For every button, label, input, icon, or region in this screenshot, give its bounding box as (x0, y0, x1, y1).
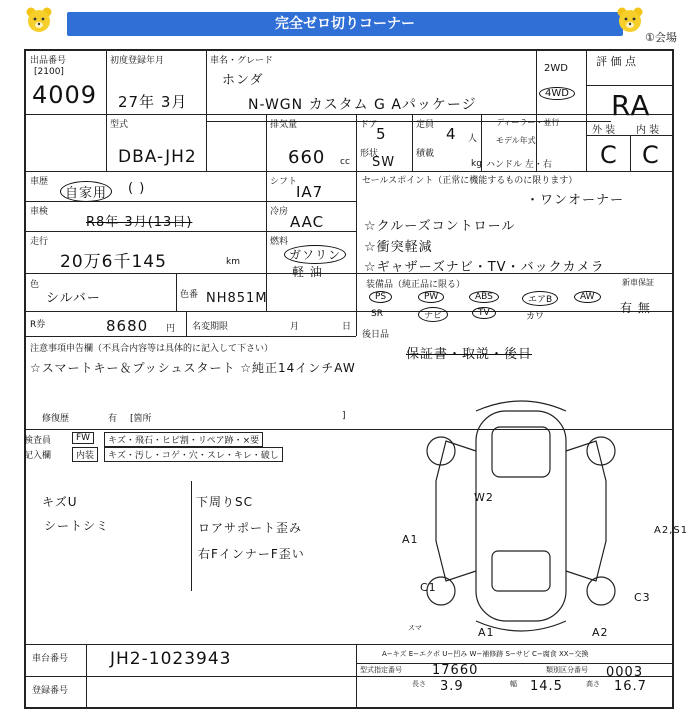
km-unit: km (226, 257, 240, 267)
selling-point-2: ☆衝突軽減 (364, 240, 433, 255)
ac-label: 冷房 (270, 207, 289, 217)
type-number-label: 型式指定番号 (360, 666, 402, 674)
fuel-alt: 軽 油 (292, 265, 323, 279)
drive-2wd: 2WD (544, 63, 568, 74)
model-value: DBA-JH2 (118, 147, 197, 167)
car-damage-diagram (406, 391, 636, 651)
repair-place: [箇所 (130, 414, 152, 424)
exterior-grade: C (600, 141, 618, 169)
displacement-value: 660 (288, 147, 326, 168)
first-registration-value: 27年 3月 (118, 93, 188, 111)
chassis-value: JH2-1023943 (110, 649, 232, 669)
width-value: 14.5 (530, 679, 563, 694)
bear-mascot-icon (616, 6, 642, 32)
recycle-value: 8680 (106, 317, 149, 335)
class-number-value: 0003 (606, 665, 644, 680)
length-label: 長さ (412, 680, 426, 688)
type-number-value: 17660 (432, 663, 479, 678)
equip-ps: PS (369, 291, 392, 303)
diagram-a2s1: A2,S1 (654, 525, 689, 536)
header (5, 3, 695, 44)
repair-label: 修復歴 (42, 414, 70, 424)
interior-label: 内 装 (636, 125, 660, 136)
length-value: 3.9 (440, 679, 464, 694)
diagram-c1: C1 (420, 581, 437, 594)
legend-fw: FW (72, 432, 94, 444)
legend-in: 内装 (72, 447, 98, 462)
name-change-label: 名変期限 (192, 322, 229, 332)
diagram-sima: スマ (408, 624, 422, 632)
color-label: 色 (30, 280, 40, 290)
model-label: 型式 (110, 120, 129, 130)
body-value: SW (372, 155, 396, 170)
post-docs-value: 保証書・取説・後日 (406, 347, 533, 362)
history-label: 車歴 (30, 177, 49, 187)
equip-abs: ABS (469, 291, 499, 303)
diagram-c3: C3 (634, 591, 651, 604)
diagram-a1-bottom: A1 (478, 626, 495, 639)
doors-label: ドア (360, 120, 378, 130)
history-value: 自家用 (60, 181, 112, 202)
diagram-code-legend: A−キズ E−エクボ U−凹み W−補修跡 S−サビ C−腐食 XX−交換 (382, 650, 589, 658)
month-unit: 月 (290, 322, 300, 332)
kg-unit: kg (471, 159, 482, 169)
equip-tv: TV (472, 307, 496, 319)
drive-4wd: 4WD (539, 87, 575, 100)
capacity-unit: 人 (468, 134, 478, 144)
entry-label: 記入欄 (24, 451, 52, 461)
shaken-label: 車検 (30, 207, 49, 217)
shift-label: シフト (270, 177, 298, 187)
height-value: 16.7 (614, 679, 647, 694)
color-number-label: 色番 (180, 290, 199, 300)
selling-point-3: ☆ギャザーズナビ・TV・バックカメラ (364, 260, 605, 275)
equip-camera: カワ (526, 312, 545, 322)
displacement-label: 排気量 (270, 120, 298, 130)
class-number-label: 類別区分番号 (546, 666, 588, 674)
recycle-label: R券 (30, 320, 46, 330)
chassis-label: 車台番号 (32, 654, 69, 664)
repair-value: 有 (108, 414, 118, 424)
equip-aw: AW (574, 291, 601, 303)
equipment-label: 装備品（純正品に限る） (366, 280, 466, 290)
new-car-warranty-label: 新車保証 (622, 278, 654, 287)
evaluation-score: RA (611, 89, 651, 122)
venue-mark: ①会場 (645, 31, 677, 44)
warranty-value: 有 無 (620, 301, 651, 315)
fuel-value: ガソリン (284, 245, 346, 264)
color-value: シルバー (46, 291, 101, 306)
shift-value: IA7 (296, 183, 324, 201)
equip-navi: ナビ (418, 307, 448, 322)
day-unit: 日 (342, 322, 352, 332)
history-paren: ( ) (128, 181, 146, 196)
capacity-value: 4 (446, 125, 457, 143)
diagram-w2: W2 (474, 491, 494, 504)
damage-note-2: ロアサポート歪み (198, 521, 303, 535)
maker-name: ホンダ (222, 73, 264, 88)
selling-points-label: セールスポイント（正常に機能するものに限ります） (362, 176, 578, 186)
exhibit-number: 4009 (32, 81, 98, 109)
damage-note-3: 右FインナーF歪い (198, 547, 305, 561)
width-label: 幅 (510, 680, 517, 688)
body-label: 形状 (360, 149, 379, 159)
capacity-label: 定員 (416, 120, 435, 130)
interior-note-1: キズU (42, 495, 78, 509)
legend-interior-items: キズ・汚し・コゲ・穴・スレ・キレ・破し (104, 447, 283, 462)
repair-close: ] (342, 411, 346, 421)
cc-unit: cc (340, 157, 350, 167)
equip-airbag: エアB (522, 291, 558, 306)
color-number-value: NH851M (206, 291, 268, 306)
notes-label: 注意事項申告欄（不具合内容等は具体的に記入して下さい） (30, 344, 274, 354)
bear-mascot-icon (25, 6, 51, 32)
page-title: 完全ゼロ切りコーナー (67, 12, 623, 36)
equip-sr: SR (371, 309, 383, 319)
yen-unit: 円 (166, 324, 176, 334)
handle-label: ハンドル 左・右 (486, 160, 552, 170)
exhibit-sub-code: [2100] (34, 67, 64, 77)
car-name-label: 車名・グレード (210, 56, 274, 66)
shaken-value: R8年 3月(13日) (86, 215, 193, 230)
post-docs-label: 後日品 (362, 330, 390, 340)
inspector-label: 検査員 (24, 436, 52, 446)
diagram-a2: A2 (592, 626, 609, 639)
doors-value: 5 (376, 125, 387, 143)
ac-value: AAC (290, 213, 325, 231)
auction-sheet (24, 49, 689, 709)
height-label: 高さ (586, 680, 600, 688)
registration-label: 登録番号 (32, 686, 69, 696)
damage-note-1: 下周りSC (196, 495, 253, 509)
mileage-label: 走行 (30, 237, 49, 247)
equip-pw: PW (418, 291, 444, 303)
notes-line1: ☆スマートキー＆プッシュスタート ☆純正14インチAW (30, 361, 356, 375)
model-year-label: モデル年式 (496, 136, 536, 145)
exhibit-number-label: 出品番号 (30, 56, 67, 66)
legend-exterior-items: キズ・飛石・ヒビ割・リペア跡・×要 (104, 432, 263, 447)
selling-point-one-owner: ・ワンオーナー (526, 193, 625, 208)
dealer-label: ディーラー・並行 (496, 118, 560, 127)
evaluation-label: 評 価 点 (596, 55, 636, 68)
selling-point-1: ☆クルーズコントロール (364, 219, 516, 234)
fuel-label: 燃料 (270, 237, 289, 247)
grade-name: N-WGN カスタム G Aパッケージ (248, 97, 477, 113)
exterior-label: 外 装 (592, 125, 616, 136)
interior-note-2: シートシミ (44, 519, 110, 533)
load-label: 積載 (416, 149, 435, 159)
diagram-a1-left: A1 (402, 533, 419, 546)
first-registration-label: 初度登録年月 (110, 56, 165, 66)
mileage-value: 20万6千145 (60, 252, 167, 272)
interior-grade: C (642, 141, 660, 169)
